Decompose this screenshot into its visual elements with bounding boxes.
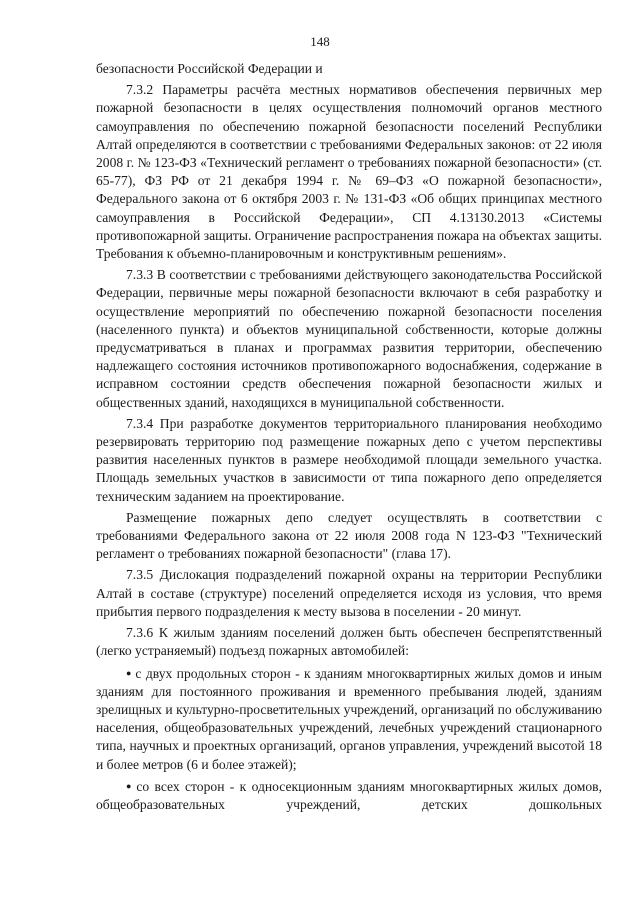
document-body — [96, 60, 602, 814]
paragraph-7-3-4: 7.3.4 При разработке документов территориального планирования необходимо резервировать территорию под размещение пожарных депо с учетом перспективы развития населенных пунктов в размере необходимой площади земельного участка. Площадь земельных участков в зависимости от типа пожарного депо определяется техническим заданием на проектирование. — [96, 415, 602, 504]
paragraph-7-3-2: 7.3.2 Параметры расчёта местных нормативов обеспечения первичных мер пожарной безопасности в целях осуществления полномочий органов местного самоуправления по обеспечению пожарной безопасности поселений Республики Алтай определяются в соответствии с требованиями Федеральных законов: от 22 июля 2008 г. № 123-ФЗ «Технический регламент о требованиях пожарной безопасности» (ст. 65-77), ФЗ РФ от 21 декабря 1994 г. № 69–ФЗ «О пожарной безопасности», Федерального закона от 6 октября 2003 г. № 131-ФЗ «Об общих принципах местного самоуправления в Российской Федерации», СП 4.13130.2013 «Системы противопожарной защиты. Ограничение распространения пожара на объектах защиты. Требования к объемно-планировочным и конструктивным решениям». — [96, 82, 602, 262]
bullet-item-all-sides: ● со всех сторон - к односекционным зданиям многоквартирных жилых домов, общеобразовательных учреждений, детских дошкольных — [96, 777, 602, 814]
bullet-item-two-sides: ● с двух продольных сторон - к зданиям многоквартирных жилых домов и иным зданиям для постоянного проживания и временного пребывания людей, зданиям зрелищных и культурно-просветительных учреждений, организаций по обслуживанию населения, общеобразовательных учреждений, лечебных учреждений стационарного типа, научных и проектных организаций, органов управления, учреждений высотой 18 и более метров (6 и более этажей); — [96, 664, 602, 774]
paragraph-depot-placement: Размещение пожарных депо следует осуществлять в соответствии с требованиями Федерального закона от 22 июля 2008 года N 123-ФЗ "Технический регламент о требованиях пожарной безопасности" (глава 17). — [96, 509, 602, 562]
paragraph-7-3-3: 7.3.3 В соответствии с требованиями действующего законодательства Российской Федерации, первичные меры пожарной безопасности включают в себя разработку и осуществление мероприятий по обеспечению пожарной безопасности поселения (населенного пункта) и объектов муниципальной собственности, которые должны предусматриваться в планах и программах развития территории, обеспечению надлежащего состояния источников противопожарного водоснабжения, содержание в исправном состоянии средств обеспечения пожарной безопасности жилых и общественных зданий, находящихся в муниципальной собственности. — [96, 267, 602, 410]
page-number: 148 — [310, 34, 330, 49]
paragraph-continuation: безопасности Российской Федерации и — [96, 61, 323, 76]
paragraph-7-3-6: 7.3.6 К жилым зданиям поселений должен быть обеспечен беспрепятственный (легко устраняемый) подъезд пожарных автомобилей: — [96, 625, 602, 659]
paragraph-7-3-5: 7.3.5 Дислокация подразделений пожарной охраны на территории Республики Алтай в составе (структуре) поселений определяется исходя из условия, что время прибытия первого подразделения к месту вызова в поселении - 20 минут. — [96, 567, 602, 619]
